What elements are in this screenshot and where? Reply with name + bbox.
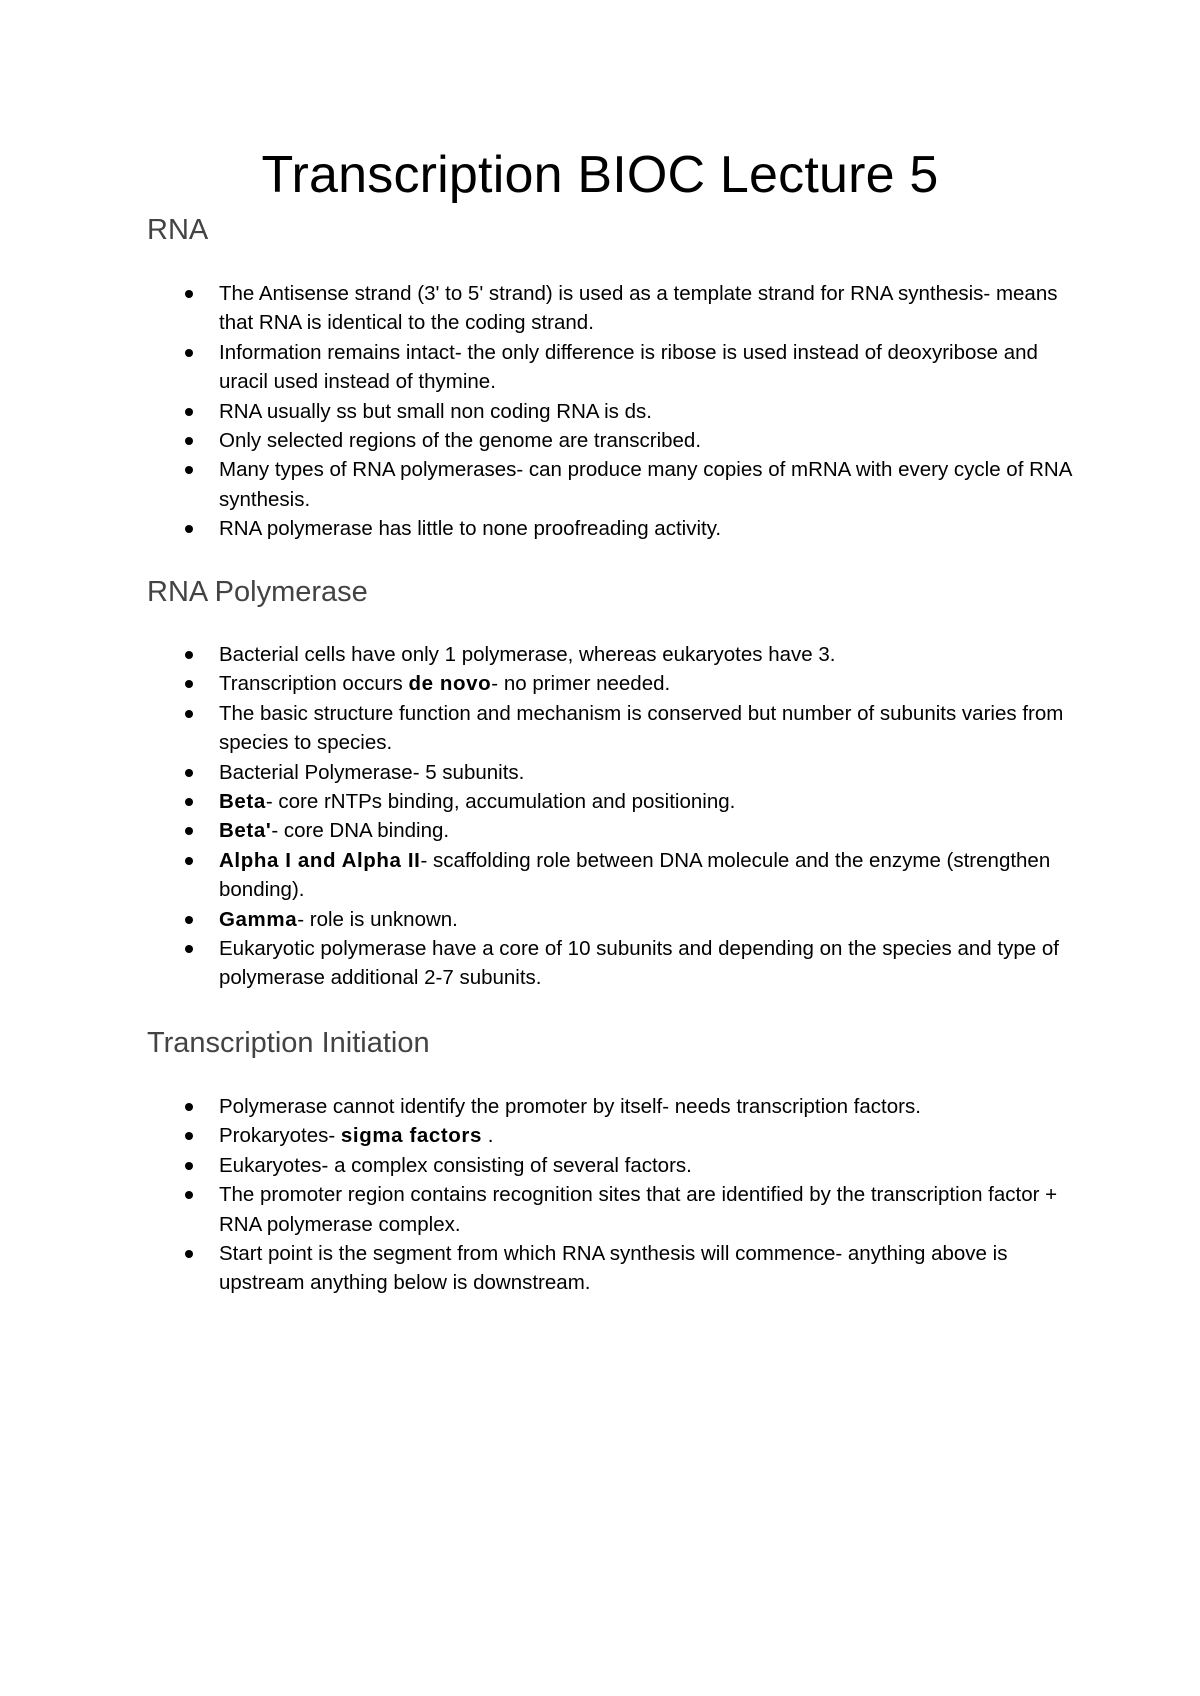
bullet-dot-icon xyxy=(185,651,193,659)
list-item-text: The Antisense strand (3' to 5' strand) is used as a template strand for RNA synthesis- means that RNA is identical to the coding strand. xyxy=(219,282,1058,335)
bullet-dot-icon xyxy=(185,710,193,718)
list-item-text: The basic structure function and mechanism is conserved but number of subunits varies from species to species. xyxy=(219,701,1064,755)
bullet-list-transcription-initiation xyxy=(147,1092,1077,1298)
list-item-text: Eukaryotic polymerase have a core of 10 subunits and depending on the species and type of polymerase additional 2-7 subunits. xyxy=(219,937,1059,990)
list-item xyxy=(147,426,1077,455)
list-item-text: RNA usually ss but small non coding RNA is ds. xyxy=(219,399,652,423)
section-heading-rna-polymerase: RNA Polymerase xyxy=(147,576,368,608)
list-item-text: - scaffolding role between DNA molecule and the enzyme (strengthen bonding). xyxy=(219,848,1051,902)
list-item-bold-term: sigma factors xyxy=(340,1124,483,1148)
list-item-text: RNA polymerase has little to none proofreading activity. xyxy=(219,517,722,541)
bullet-dot-icon xyxy=(185,827,193,835)
list-item xyxy=(147,846,1077,905)
list-item-text: - core rNTPs binding, accumulation and positioning. xyxy=(265,790,736,814)
bullet-dot-icon xyxy=(185,916,193,924)
bullet-dot-icon xyxy=(185,1132,193,1140)
list-item-text: Transcription occurs xyxy=(219,672,409,696)
list-item xyxy=(147,1151,1077,1180)
list-item xyxy=(147,934,1077,993)
list-item xyxy=(147,758,1077,787)
list-item-text: Eukaryotes- a complex consisting of several factors. xyxy=(219,1153,692,1177)
section-heading-transcription-initiation: Transcription Initiation xyxy=(147,1027,430,1059)
list-item xyxy=(147,455,1077,514)
list-item-bold-term: Gamma xyxy=(219,907,298,931)
bullet-dot-icon xyxy=(185,466,193,474)
list-item xyxy=(147,397,1077,426)
bullet-list-rna-polymerase xyxy=(147,640,1077,993)
list-item xyxy=(147,640,1077,669)
document-title: Transcription BIOC Lecture 5 xyxy=(261,146,939,204)
list-item-text: Only selected regions of the genome are transcribed. xyxy=(219,429,702,453)
bullet-dot-icon xyxy=(185,290,193,298)
bullet-dot-icon xyxy=(185,769,193,777)
section-heading-rna: RNA xyxy=(147,214,209,246)
list-item-bold-term: Alpha I and Alpha II xyxy=(219,848,421,872)
bullet-dot-icon xyxy=(185,408,193,416)
bullet-dot-icon xyxy=(185,437,193,445)
bullet-dot-icon xyxy=(185,857,193,865)
bullet-dot-icon xyxy=(185,945,193,953)
list-item xyxy=(147,1092,1077,1121)
list-item-bold-term: Beta xyxy=(219,790,266,814)
bullet-dot-icon xyxy=(185,680,193,688)
bullet-dot-icon xyxy=(185,1162,193,1170)
list-item-text: Prokaryotes- xyxy=(219,1124,341,1148)
list-item xyxy=(147,514,1077,543)
bullet-dot-icon xyxy=(185,525,193,533)
list-item-text: Start point is the segment from which RNA synthesis will commence- anything above is upstream anything below is downstream. xyxy=(219,1242,1008,1295)
list-item-bold-term: de novo xyxy=(408,672,492,696)
list-item xyxy=(147,699,1077,758)
bullet-dot-icon xyxy=(185,1250,193,1258)
list-item xyxy=(147,669,1077,698)
list-item-text: Bacterial cells have only 1 polymerase, whereas eukaryotes have 3. xyxy=(219,643,836,666)
list-item-text: Information remains intact- the only difference is ribose is used instead of deoxyribose and uracil used instead of thymine. xyxy=(219,340,1038,394)
list-item-text: - role is unknown. xyxy=(297,907,458,931)
list-item-text: Many types of RNA polymerases- can produce many copies of mRNA with every cycle of RNA synthesis. xyxy=(219,458,1072,511)
bullet-dot-icon xyxy=(185,798,193,806)
list-item xyxy=(147,338,1077,397)
list-item xyxy=(147,816,1077,845)
list-item xyxy=(147,1239,1077,1298)
bullet-dot-icon xyxy=(185,1191,193,1199)
list-item xyxy=(147,1121,1077,1150)
list-item xyxy=(147,905,1077,934)
list-item-text: Polymerase cannot identify the promoter by itself- needs transcription factors. xyxy=(219,1095,921,1118)
list-item-text: Bacterial Polymerase- 5 subunits. xyxy=(219,760,525,784)
bullet-list-rna xyxy=(147,279,1077,544)
list-item-text: - core DNA binding. xyxy=(271,819,450,843)
list-item xyxy=(147,1180,1077,1239)
list-item-bold-term: Beta' xyxy=(219,819,272,843)
list-item xyxy=(147,279,1077,338)
list-item-text: . xyxy=(482,1124,494,1148)
list-item-text: - no primer needed. xyxy=(491,672,671,696)
bullet-dot-icon xyxy=(185,349,193,357)
bullet-dot-icon xyxy=(185,1103,193,1111)
list-item xyxy=(147,787,1077,816)
list-item-text: The promoter region contains recognition sites that are identified by the transcription factor + RNA polymerase complex. xyxy=(219,1183,1058,1236)
